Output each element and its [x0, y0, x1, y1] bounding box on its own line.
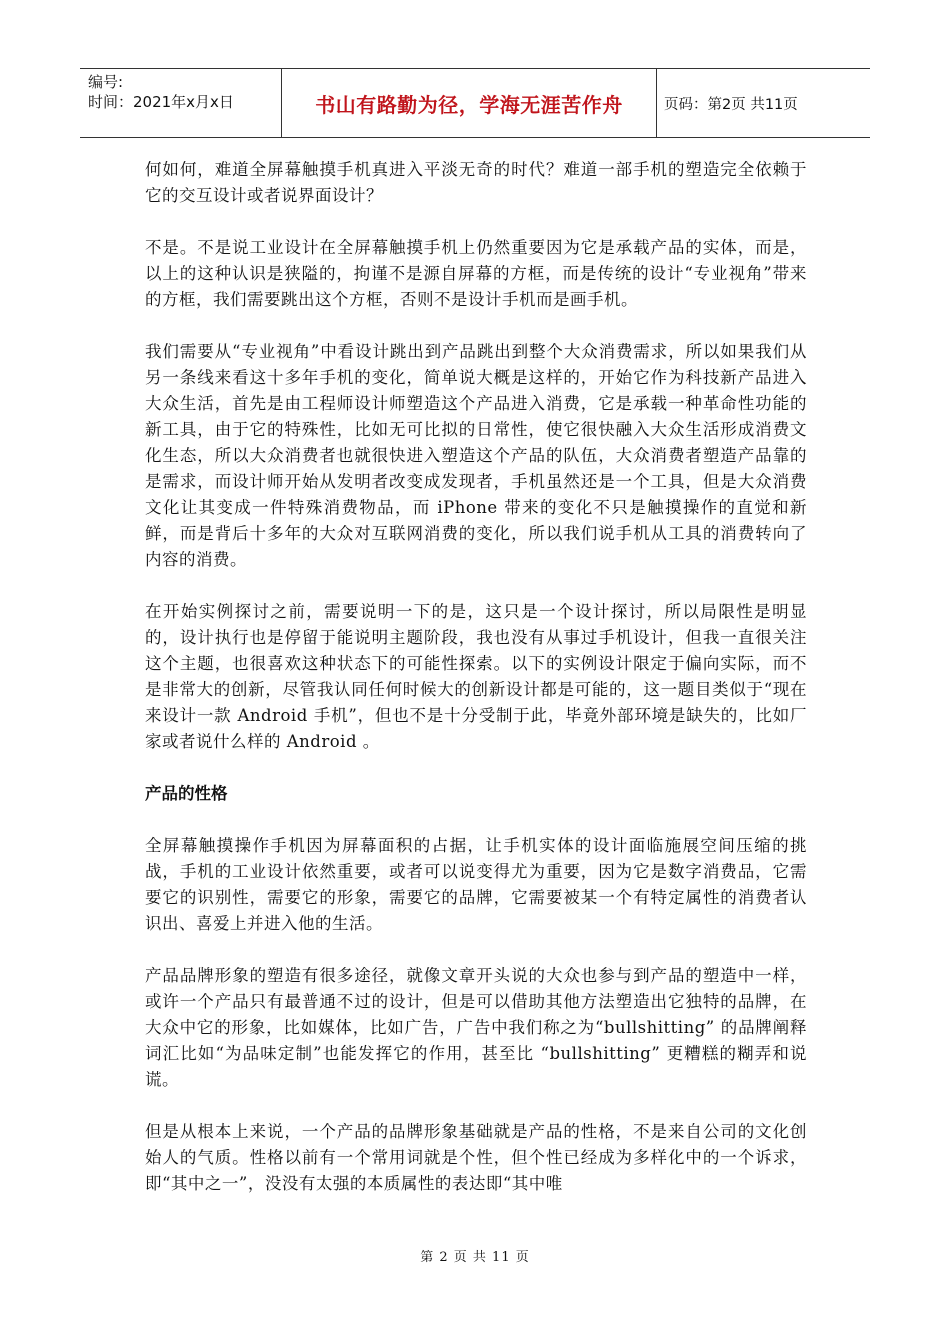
- paragraph: 在开始实例探讨之前，需要说明一下的是，这只是一个设计探讨，所以局限性是明显的，设计执行也是停留于能说明主题阶段，我也没有从事过手机设计，但我一直很关注这个主题，也很喜欢这种状态下的可能性探索。以下的实例设计限定于偏向实际，而不是非常大的创新，尽管我认同任何时候大的创新设计都是可能的，这一题目类似于“现在来设计一款 Android 手机”，但也不是十分受制于此，毕竟外部环境是缺失的，比如厂家或者说什么样的 Android 。: [145, 602, 807, 751]
- paragraph: 不是。不是说工业设计在全屏幕触摸手机上仍然重要因为它是承载产品的实体，而是，以上的这种认识是狭隘的，拘谨不是源自屏幕的方框，而是传统的设计“专业视角”带来的方框，我们需要跳出这个方框，否则不是设计手机而是画手机。: [145, 238, 807, 309]
- header-page-code: 页码：第2页 共11页: [664, 96, 798, 113]
- document-body: [145, 157, 807, 1197]
- paragraph: 我们需要从“专业视角”中看设计跳出到产品跳出到整个大众消费需求，所以如果我们从另一条线来看这十多年手机的变化，简单说大概是这样的，开始它作为科技新产品进入大众生活，首先是由工程师设计师塑造这个产品进入消费，它是承载一种革命性功能的新工具，由于它的特殊性，比如无可比拟的日常性，使它很快融入大众生活形成消费文化生态，所以大众消费者也就很快进入塑造这个产品的队伍，大众消费者塑造产品靠的是需求，而设计师开始从发明者改变成发现者，手机虽然还是一个工具，但是大众消费文化让其变成一件特殊消费物品，而 iPhone 带来的变化不只是触摸操作的直觉和新鲜，而是背后十多年的大众对互联网消费的变化，所以我们说手机从工具的消费转向了内容的消费。: [145, 342, 807, 569]
- header-motto-cell: [282, 69, 657, 137]
- page-header: [80, 68, 870, 138]
- document-number-label: 编号:: [88, 73, 124, 91]
- section-heading: 产品的性格: [145, 784, 228, 803]
- page-footer: 第 2 页 共 11 页: [420, 1250, 530, 1265]
- document-time-label: 时间：2021年x月x日: [88, 93, 234, 111]
- paragraph: 全屏幕触摸操作手机因为屏幕面积的占据，让手机实体的设计面临施展空间压缩的挑战，手机的工业设计依然重要，或者可以说变得尤为重要，因为它是数字消费品，它需要它的识别性，需要它的形象，需要它的品牌，它需要被某一个有特定属性的消费者认识出、喜爱上并进入他的生活。: [145, 836, 807, 933]
- header-motto: 书山有路勤为径，学海无涯苦作舟: [315, 92, 623, 117]
- paragraph: 产品品牌形象的塑造有很多途径，就像文章开头说的大众也参与到产品的塑造中一样，或许一个产品只有最普通不过的设计，但是可以借助其他方法塑造出它独特的品牌，在大众中它的形象，比如媒体，比如广告，广告中我们称之为“bullshitting” 的品牌阐释词汇比如“为品味定制”也能发挥它的作用，甚至比 “bullshitting” 更糟糕的糊弄和说谎。: [145, 966, 807, 1089]
- header-page-cell: [658, 69, 870, 137]
- header-meta-cell: [80, 69, 282, 137]
- paragraph: 何如何，难道全屏幕触摸手机真进入平淡无奇的时代？难道一部手机的塑造完全依赖于它的交互设计或者说界面设计？: [145, 160, 807, 205]
- paragraph: 但是从根本上来说，一个产品的品牌形象基础就是产品的性格，不是来自公司的文化创始人的气质。性格以前有一个常用词就是个性，但个性已经成为多样化中的一个诉求，即“其中之一”，没没有太强的本质属性的表达即“其中唯: [145, 1122, 807, 1193]
